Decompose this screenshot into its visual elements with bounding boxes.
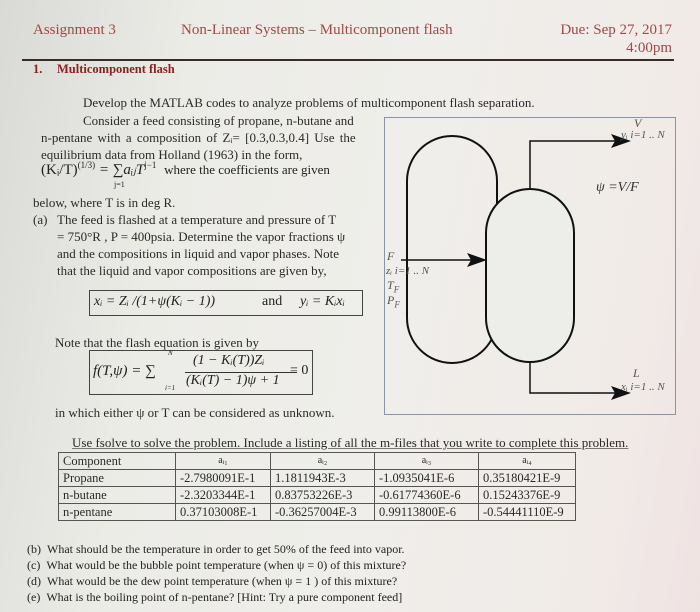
flash-drum-diagram xyxy=(384,117,676,415)
intro-line-5: below, where T is in deg R. xyxy=(33,195,176,210)
due-time: 4:00pm xyxy=(626,40,672,56)
document-title: Non-Linear Systems – Multicomponent flash xyxy=(181,22,453,38)
cell: 0.99113800E-6 xyxy=(375,504,479,521)
table-header-row xyxy=(59,453,576,470)
cell: -0.54441110E-9 xyxy=(479,504,576,521)
sum-index: j=1 xyxy=(114,180,125,189)
cell: -0.36257004E-3 xyxy=(271,504,375,521)
cell: -2.3203344E-1 xyxy=(176,487,271,504)
table-row xyxy=(59,470,576,487)
header-rule xyxy=(22,59,674,61)
table-row xyxy=(59,504,576,521)
cell: Propane xyxy=(59,470,176,487)
vapor-composition: yᵢ i=1 .. N xyxy=(621,129,665,141)
intro-line-2: Consider a feed consisting of propane, n-butane and xyxy=(83,113,354,128)
cell: 0.15243376E-9 xyxy=(479,487,576,504)
part-a-line-1: The feed is flashed at a temperature and pressure of T xyxy=(57,212,337,227)
intro-line-1: Develop the MATLAB codes to analyze problems of multicomponent flash separation. xyxy=(83,95,535,110)
cell: 0.37103008E-1 xyxy=(176,504,271,521)
feed-pressure: $P_F$ xyxy=(387,293,400,310)
header-cell: aᵢ₁ xyxy=(176,453,271,470)
intro-line-3: n-pentane with a composition of Zᵢ= [0.3,0.3,0.4] Use the xyxy=(41,130,356,145)
vapor-fraction-definition: ψ =V/F xyxy=(596,180,639,195)
question-b: (b) What should be the temperature in order to get 50% of the feed into vapor. xyxy=(27,542,405,556)
cell: n-butane xyxy=(59,487,176,504)
part-a-line-4: that the liquid and vapor compositions are given by, xyxy=(57,263,327,278)
question-c: (c) What would be the bubble point temperature (when ψ = 0) of this mixture? xyxy=(27,558,407,572)
cell: -2.7980091E-1 xyxy=(176,470,271,487)
cell: n-pentane xyxy=(59,504,176,521)
composition-equation-box: xᵢ = Zᵢ /(1+ψ(Kᵢ − 1)) and yᵢ = Kᵢxᵢ xyxy=(89,290,363,316)
cell: 0.35180421E-9 xyxy=(479,470,576,487)
liquid-composition: xᵢ i=1 .. N xyxy=(621,381,665,393)
intro-line-4: equilibrium data from Holland (1963) in the form, xyxy=(41,147,303,162)
assignment-label: Assignment 3 xyxy=(33,22,116,38)
header-cell: aᵢ₄ xyxy=(479,453,576,470)
cell: 0.83753226E-3 xyxy=(271,487,375,504)
table-row xyxy=(59,487,576,504)
section-title: Multicomponent flash xyxy=(57,62,175,76)
due-date: Due: Sep 27, 2017 xyxy=(560,22,672,38)
part-a-line-2: = 750°R , P = 400psia. Determine the vapor fractions ψ xyxy=(57,229,346,244)
feed-temperature: $T_F$ xyxy=(387,278,400,295)
fsolve-note: Use fsolve to solve the problem. Include a listing of all the m-files that you write to complete this problem. xyxy=(72,435,629,450)
vapor-label: V xyxy=(634,116,642,130)
cell: -0.61774360E-6 xyxy=(375,487,479,504)
unknown-note: in which either ψ or T can be considered as unknown. xyxy=(55,405,335,420)
section-number: 1. xyxy=(33,62,43,76)
cell: 1.1811943E-3 xyxy=(271,470,375,487)
question-d: (d) What would be the dew point temperature (when ψ = 1 ) of this mixture? xyxy=(27,574,398,588)
feed-composition: zᵢ i=1 .. N xyxy=(386,265,430,277)
flash-equation-box: f(T,ψ) = ∑ N i=1 (1 − Kᵢ(T))Zᵢ (Kᵢ(T) − 1)ψ + 1 = 0 xyxy=(89,350,313,395)
cell: -1.0935041E-6 xyxy=(375,470,479,487)
header-cell: aᵢ₃ xyxy=(375,453,479,470)
liquid-label: L xyxy=(633,366,640,380)
header-cell: Component xyxy=(59,453,176,470)
header-cell: aᵢ₂ xyxy=(271,453,375,470)
equilibrium-equation: (Kᵢ/T)$^{(1/3)}$ = ∑aᵢⱼT$^{j-1}$ where the coefficients are given xyxy=(41,160,330,178)
part-a-label: (a) xyxy=(33,212,48,227)
feed-label: F xyxy=(387,249,395,263)
part-a-line-3: and the compositions in liquid and vapor phases. Note xyxy=(57,246,339,261)
question-e: (e) What is the boiling point of n-pentane? [Hint: Try a pure component feed] xyxy=(27,590,403,604)
flash-note: Note that the flash equation is given by xyxy=(55,335,259,350)
coefficient-table xyxy=(58,452,576,521)
